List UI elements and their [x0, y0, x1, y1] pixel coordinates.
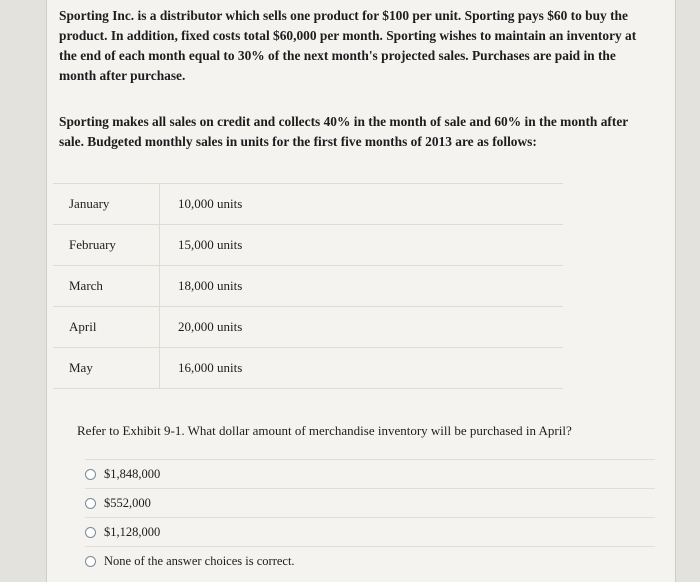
- question-card: [46, 0, 676, 582]
- problem-statement: [59, 6, 655, 152]
- answer-option-1[interactable]: [85, 459, 655, 488]
- intro-paragraph-2: Sporting makes all sales on credit and collects 40% in the month of sale and 60% in the month after sale. Budgeted monthly sales in units for the first five months of 2013 are as follows:: [59, 114, 628, 149]
- month-cell: March: [53, 266, 160, 307]
- radio-button[interactable]: [85, 469, 96, 480]
- month-cell: January: [53, 184, 160, 225]
- units-cell: 15,000 units: [160, 225, 564, 266]
- option-label: None of the answer choices is correct.: [104, 553, 295, 568]
- intro-paragraph-1: Sporting Inc. is a distributor which sells one product for $100 per unit. Sporting pays $60 to buy the product. In addition, fixed costs total $60,000 per month. Sporting wishes to maintain an inventory at the end of each month equal to 30% of the next month's projected sales. Purchases are paid in the month after purchase.: [59, 8, 637, 83]
- month-cell: May: [53, 348, 160, 389]
- answer-option-4[interactable]: [85, 546, 655, 575]
- option-label: $1,848,000: [104, 466, 161, 481]
- monthly-sales-table: [53, 183, 563, 389]
- answer-options: [85, 459, 655, 575]
- month-cell: February: [53, 225, 160, 266]
- table-row: [53, 348, 563, 389]
- month-cell: April: [53, 307, 160, 348]
- answer-option-2[interactable]: [85, 488, 655, 517]
- table-row: [53, 266, 563, 307]
- answer-option-3[interactable]: [85, 517, 655, 546]
- radio-button[interactable]: [85, 527, 96, 538]
- question-text: Refer to Exhibit 9-1. What dollar amount of merchandise inventory will be purchased in April?: [77, 423, 572, 438]
- radio-button[interactable]: [85, 498, 96, 509]
- option-label: $552,000: [104, 495, 151, 510]
- table-row: [53, 307, 563, 348]
- table-row: [53, 225, 563, 266]
- table-row: [53, 184, 563, 225]
- units-cell: 18,000 units: [160, 266, 564, 307]
- units-cell: 10,000 units: [160, 184, 564, 225]
- units-cell: 20,000 units: [160, 307, 564, 348]
- radio-button[interactable]: [85, 556, 96, 567]
- option-label: $1,128,000: [104, 524, 161, 539]
- units-cell: 16,000 units: [160, 348, 564, 389]
